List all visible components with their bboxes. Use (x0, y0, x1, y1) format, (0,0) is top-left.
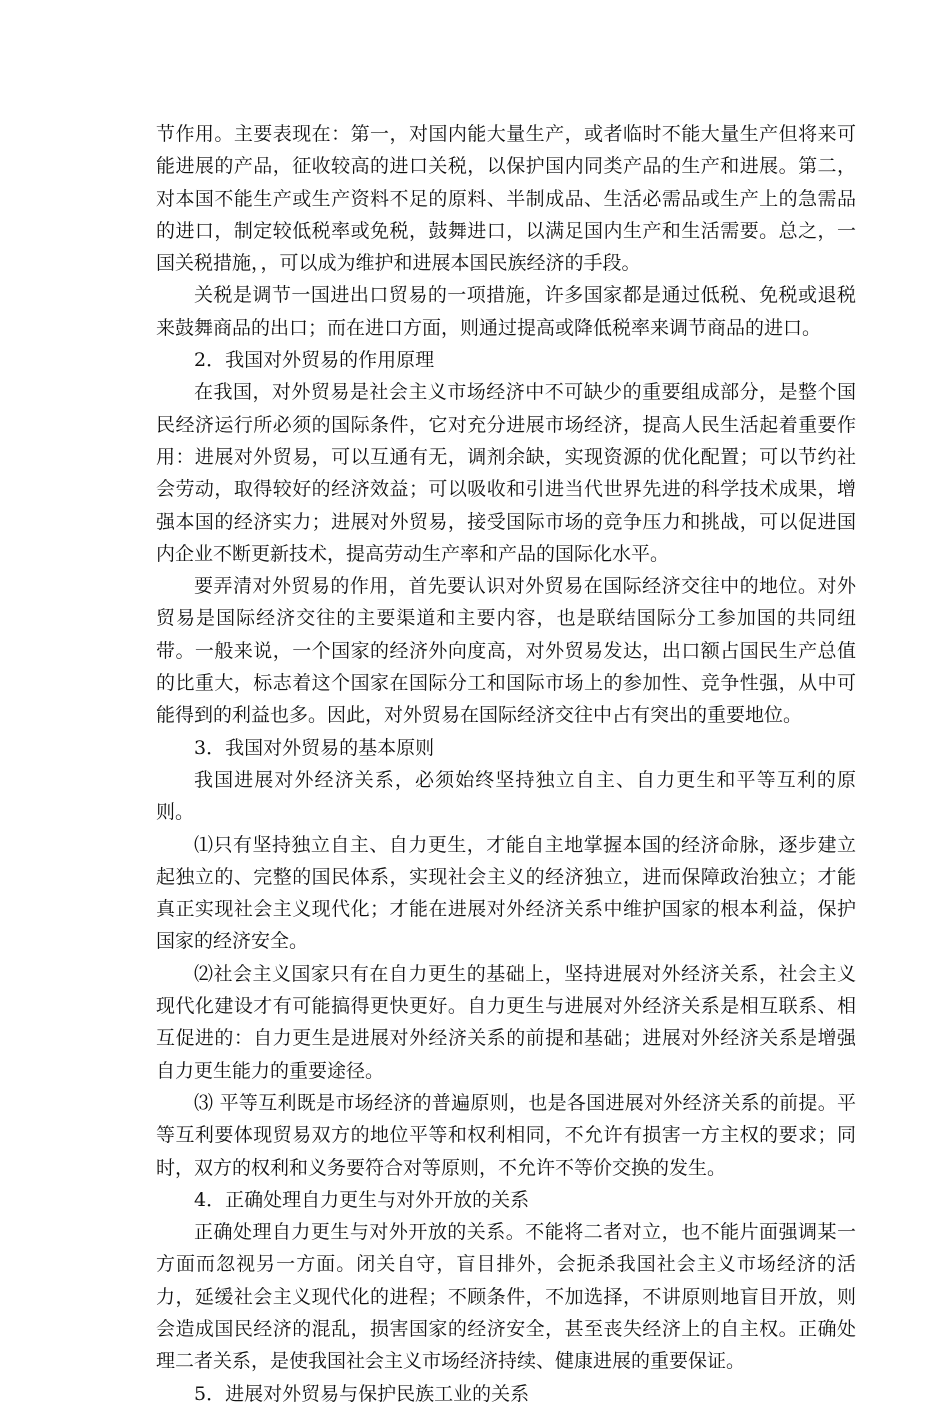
section-heading-2: 2．我国对外贸易的作用原理 (194, 349, 435, 372)
document-page (156, 118, 856, 1410)
section-heading-3: 3．我国对外贸易的基本原则 (194, 736, 435, 759)
paragraph-principle-1: ⑴只有坚持独立自主、自力更生，才能自主地掌握本国的经济命脉，逐步建立起独立的、完整的国民体系，实现社会主义的经济独立，进而保障政治独立；才能真正实现社会主义现代化；才能在进展对外经济关系中维护国家的根本利益，保护国家的经济安全。 (156, 833, 856, 953)
paragraph-principle-3: ⑶ 平等互利既是市场经济的普遍原则，也是各国进展对外经济关系的前提。平等互利要体现贸易双方的地位平等和权利相同，不允许有损害一方主权的要求；同时，双方的权利和义务要符合对等原则，不允许不等价交换的发生。 (156, 1091, 856, 1179)
paragraph-trade-role: 在我国，对外贸易是社会主义市场经济中不可缺少的重要组成部分，是整个国民经济运行所必须的国际条件，它对充分进展市场经济，提高人民生活起着重要作用：进展对外贸易，可以互通有无，调剂余缺，实现资源的优化配置；可以节约社会劳动，取得较好的经济效益；可以吸收和引进当代世界先进的科学技术成果，增强本国的经济实力；进展对外贸易，接受国际市场的竞争压力和挑战，可以促进国内企业不断更新技术，提高劳动生产率和产品的国际化水平。 (156, 381, 856, 565)
section-heading-5: 5．进展对外贸易与保护民族工业的关系 (194, 1382, 530, 1405)
paragraph-principles-intro: 我国进展对外经济关系，必须始终坚持独立自主、自力更生和平等互利的原则。 (156, 768, 856, 824)
paragraph-self-reliance-opening: 正确处理自力更生与对外开放的关系。不能将二者对立，也不能片面强调某一方面而忽视另一方面。闭关自守，盲目排外，会扼杀我国社会主义市场经济的活力，延缓社会主义现代化的进程；不顾条件，不加选择，不讲原则地盲目开放，则会造成国民经济的混乱，损害国家的经济安全，甚至丧失经济上的自主权。正确处理二者关系，是使我国社会主义市场经济持续、健康进展的重要保证。 (156, 1221, 856, 1373)
paragraph-tariff-adjustment: 关税是调节一国进出口贸易的一项措施，许多国家都是通过低税、免税或退税来鼓舞商品的出口；而在进口方面，则通过提高或降低税率来调节商品的进口。 (156, 284, 856, 339)
paragraph-trade-position: 要弄清对外贸易的作用，首先要认识对外贸易在国际经济交往中的地位。对外贸易是国际经济交往的主要渠道和主要内容，也是联结国际分工参加国的共同纽带。一般来说，一个国家的经济外向度高，对外贸易发达，出口额占国民生产总值的比重大，标志着这个国家在国际分工和国际市场上的参加性、竞争性强，从中可能得到的利益也多。因此，对外贸易在国际经济交往中占有突出的重要地位。 (156, 575, 856, 727)
paragraph-principle-2: ⑵社会主义国家只有在自力更生的基础上，坚持进展对外经济关系，社会主义现代化建设才有可能搞得更快更好。自力更生与进展对外经济关系是相互联系、相互促进的：自力更生是进展对外经济关系的前提和基础；进展对外经济关系是增强自力更生能力的重要途径。 (156, 962, 856, 1082)
section-heading-4: 4．正确处理自力更生与对外开放的关系 (194, 1188, 530, 1211)
paragraph-tariff-role-continued: 节作用。主要表现在：第一，对国内能大量生产，或者临时不能大量生产但将来可能进展的产品，征收较高的进口关税，以保护国内同类产品的生产和进展。第二，对本国不能生产或生产资料不足的原料、半制成品、生活必需品或生产上的急需品的进口，制定较低税率或免税，鼓舞进口，以满足国内生产和生活需要。总之，一国关税措施，，可以成为维护和进展本国民族经济的手段。 (156, 123, 856, 275)
